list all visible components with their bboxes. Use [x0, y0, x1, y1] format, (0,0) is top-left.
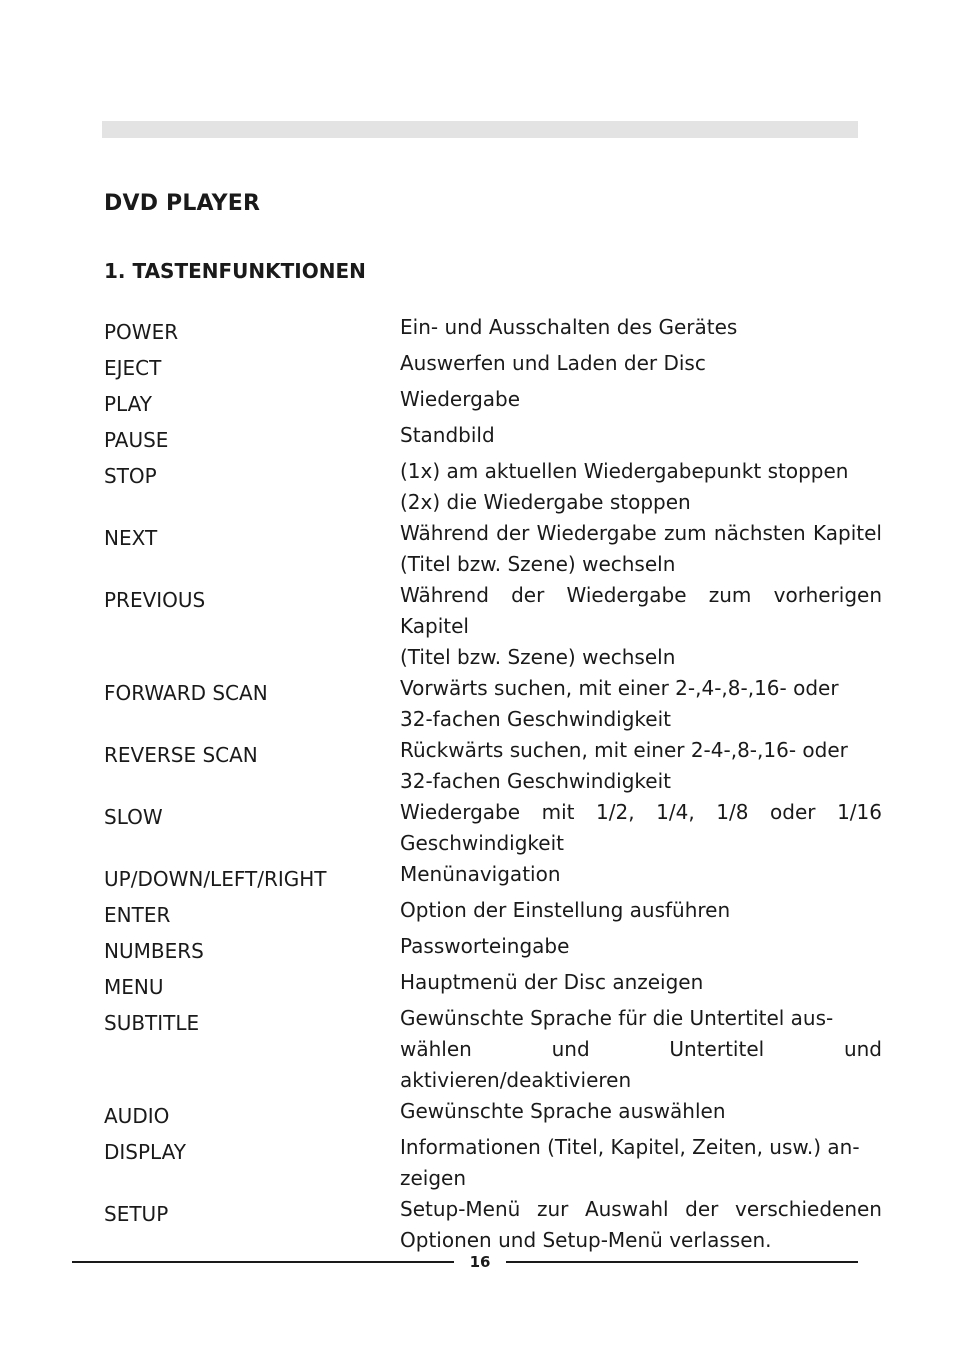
button-name: FORWARD SCAN	[104, 681, 268, 705]
description-line: Informationen (Titel, Kapitel, Zeiten, usw.) an-	[400, 1135, 860, 1159]
table-row	[104, 312, 882, 348]
button-name: SLOW	[104, 805, 163, 829]
button-name: ENTER	[104, 903, 171, 927]
description-line: Standbild	[400, 423, 495, 447]
description-line: Während der Wiedergabe zum vorherigen Kapitel	[400, 583, 882, 638]
button-description	[400, 797, 882, 859]
description-line: Option der Einstellung ausführen	[400, 898, 731, 922]
button-description	[400, 735, 882, 797]
button-description	[400, 384, 882, 415]
button-name: NEXT	[104, 526, 158, 550]
description-line: wählen und Untertitel und aktivieren/deaktivieren	[400, 1037, 882, 1092]
button-name: PREVIOUS	[104, 588, 206, 612]
button-name: POWER	[104, 320, 179, 344]
description-line: 32-fachen Geschwindigkeit	[400, 769, 671, 793]
table-row	[104, 384, 882, 420]
button-description	[400, 348, 882, 379]
button-description	[400, 1003, 882, 1096]
table-row	[104, 673, 882, 735]
description-line: Wiedergabe	[400, 387, 521, 411]
table-row	[104, 518, 882, 580]
button-description	[400, 1194, 882, 1256]
button-name: AUDIO	[104, 1104, 170, 1128]
description-line: Gewünschte Sprache für die Untertitel aus-	[400, 1006, 834, 1030]
description-line: Menünavigation	[400, 862, 561, 886]
button-name: SETUP	[104, 1202, 169, 1226]
description-line: Ein- und Ausschalten des Gerätes	[400, 315, 738, 339]
button-name: MENU	[104, 975, 164, 999]
button-description	[400, 1132, 882, 1194]
description-line: (2x) die Wiedergabe stoppen	[400, 490, 691, 514]
table-row	[104, 348, 882, 384]
description-line: Geschwindigkeit	[400, 831, 565, 855]
table-row	[104, 456, 882, 518]
description-line: Optionen und Setup-Menü verlassen.	[400, 1228, 772, 1252]
page-number: 16	[469, 1253, 491, 1271]
description-line: Während der Wiedergabe zum nächsten Kapitel	[400, 521, 882, 545]
button-description	[400, 967, 882, 998]
description-line: Gewünschte Sprache auswählen	[400, 1099, 726, 1123]
table-row	[104, 580, 882, 673]
page-title: DVD PLAYER	[104, 191, 261, 216]
table-row	[104, 1132, 882, 1194]
table-row	[104, 967, 882, 1003]
description-line: Wiedergabe mit 1/2, 1/4, 1/8 oder 1/16	[400, 800, 882, 824]
footer-rule-left	[72, 1261, 454, 1263]
description-line: 32-fachen Geschwindigkeit	[400, 707, 671, 731]
description-line: Vorwärts suchen, mit einer 2-,4-,8-,16- oder	[400, 676, 839, 700]
button-description	[400, 518, 882, 580]
table-row	[104, 859, 882, 895]
description-line: (Titel bzw. Szene) wechseln	[400, 645, 676, 669]
button-name: UP/DOWN/LEFT/RIGHT	[104, 867, 327, 891]
button-description	[400, 859, 882, 890]
section-title: 1. TASTENFUNKTIONEN	[104, 259, 366, 283]
button-description	[400, 931, 882, 962]
button-description	[400, 420, 882, 451]
button-description	[400, 580, 882, 673]
table-row	[104, 931, 882, 967]
header-bar	[102, 121, 858, 138]
button-name: NUMBERS	[104, 939, 204, 963]
button-name: PAUSE	[104, 428, 169, 452]
button-name: REVERSE SCAN	[104, 743, 258, 767]
button-name: PLAY	[104, 392, 153, 416]
table-row	[104, 1096, 882, 1132]
button-name: EJECT	[104, 356, 162, 380]
table-row	[104, 420, 882, 456]
description-line: Auswerfen und Laden der Disc	[400, 351, 706, 375]
button-name: STOP	[104, 464, 157, 488]
button-description	[400, 673, 882, 735]
table-row	[104, 895, 882, 931]
description-line: Setup-Menü zur Auswahl der verschiedenen	[400, 1197, 882, 1221]
button-description	[400, 312, 882, 343]
button-name: SUBTITLE	[104, 1011, 200, 1035]
button-description	[400, 895, 882, 926]
button-description	[400, 456, 882, 518]
description-line: Rückwärts suchen, mit einer 2-4-,8-,16- oder	[400, 738, 848, 762]
description-line: Passworteingabe	[400, 934, 570, 958]
table-row	[104, 797, 882, 859]
description-line: (Titel bzw. Szene) wechseln	[400, 552, 676, 576]
button-name: DISPLAY	[104, 1140, 187, 1164]
button-description	[400, 1096, 882, 1127]
description-line: (1x) am aktuellen Wiedergabepunkt stoppen	[400, 459, 849, 483]
table-row	[104, 1003, 882, 1096]
table-row	[104, 1194, 882, 1256]
description-line: zeigen	[400, 1166, 467, 1190]
function-table	[104, 312, 882, 1256]
table-row	[104, 735, 882, 797]
description-line: Hauptmenü der Disc anzeigen	[400, 970, 704, 994]
footer-rule-right	[506, 1261, 858, 1263]
